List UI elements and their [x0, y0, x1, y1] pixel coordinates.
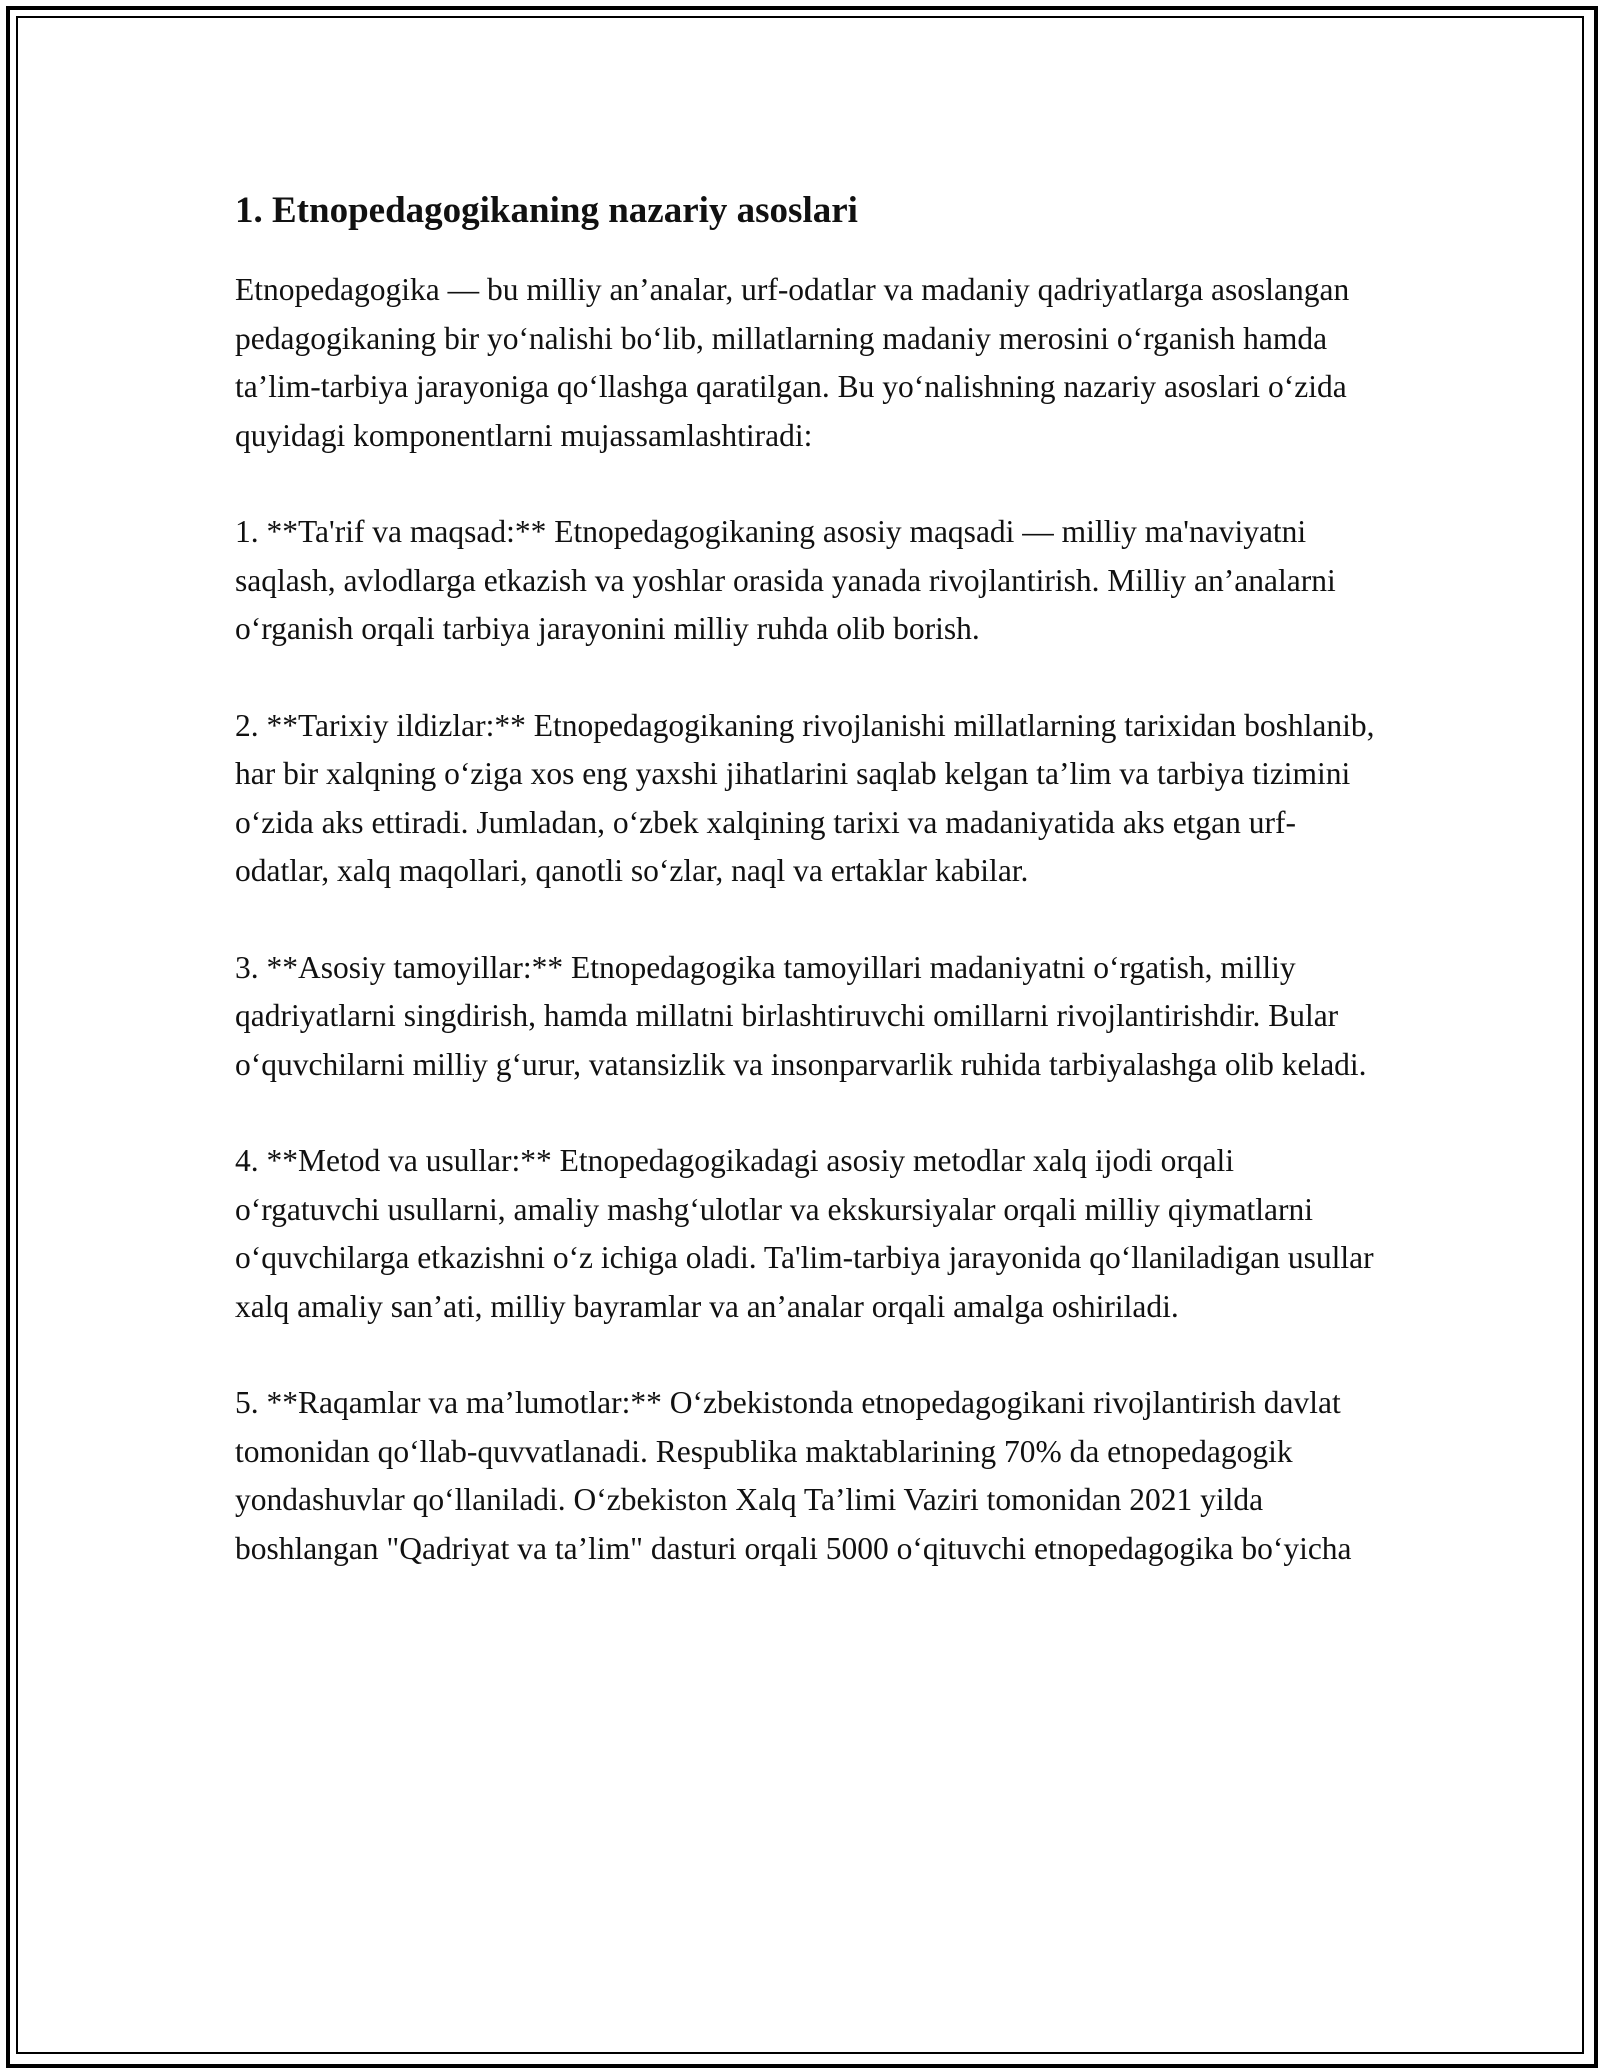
list-item-history: 2. **Tarixiy ildizlar:** Etnopedagogikaning rivojlanishi millatlarning tarixidan boshlanib, har bir xalqning oʻziga xos eng yaxshi jihatlarini saqlab kelgan ta’lim va tarbiya tizimini oʻzida aks ettiradi. Jumladan, oʻzbek xalqining tarixi va madaniyatida aks etgan urf-odatlar, xalq maqollari, qanotli soʻzlar, naql va ertaklar kabilar. [235, 707, 1375, 888]
list-item-statistics: 5. **Raqamlar va ma’lumotlar:** Oʻzbekistonda etnopedagogikani rivojlantirish davlat tomonidan qoʻllab-quvvatlanadi. Respublika maktablarining 70% da etnopedagogik yondashuvlar qoʻllaniladi. Oʻzbekiston Xalq Ta’limi Vaziri tomonidan 2021 yilda boshlangan "Qadriyat va ta’lim" dasturi orqali 5000 oʻqituvchi etnopedagogika boʻyicha [235, 1385, 1352, 1566]
document-body [235, 188, 1375, 1573]
list-item-definition: 1. **Ta'rif va maqsad:** Etnopedagogikaning asosiy maqsadi — milliy ma'naviyatni saqlash, avlodlarga etkazish va yoshlar orasida yanada rivojlantirish. Milliy an’analarni oʻrganish orqali tarbiya jarayonini milliy ruhda olib borish. [235, 514, 1336, 646]
section-title: 1. Etnopedagogikaning nazariy asoslari [235, 190, 858, 231]
intro-paragraph: Etnopedagogika — bu milliy an’analar, urf-odatlar va madaniy qadriyatlarga asoslangan pedagogikaning bir yoʻnalishi boʻlib, millatlarning madaniy merosini oʻrganish hamda ta’lim-tarbiya jarayoniga qoʻllashga qaratilgan. Bu yoʻnalishning nazariy asoslari oʻzida quyidagi komponentlarni mujassamlashtiradi: [235, 272, 1350, 453]
list-item-principles: 3. **Asosiy tamoyillar:** Etnopedagogika tamoyillari madaniyatni oʻrgatish, milliy qadriyatlarni singdirish, hamda millatni birlashtiruvchi omillarni rivojlantirishdir. Bular oʻquvchilarni milliy gʻurur, vatansizlik va insonparvarlik ruhida tarbiyalashga olib keladi. [235, 949, 1367, 1082]
list-item-methods: 4. **Metod va usullar:** Etnopedagogikadagi asosiy metodlar xalq ijodi orqali oʻrgatuvchi usullarni, amaliy mashgʻulotlar va ekskursiyalar orqali milliy qiymatlarni oʻquvchilarga etkazishni oʻz ichiga oladi. Ta'lim-tarbiya jarayonida qoʻllaniladigan usullar xalq amaliy san’ati, milliy bayramlar va an’analar orqali amalga oshiriladi. [235, 1143, 1374, 1324]
